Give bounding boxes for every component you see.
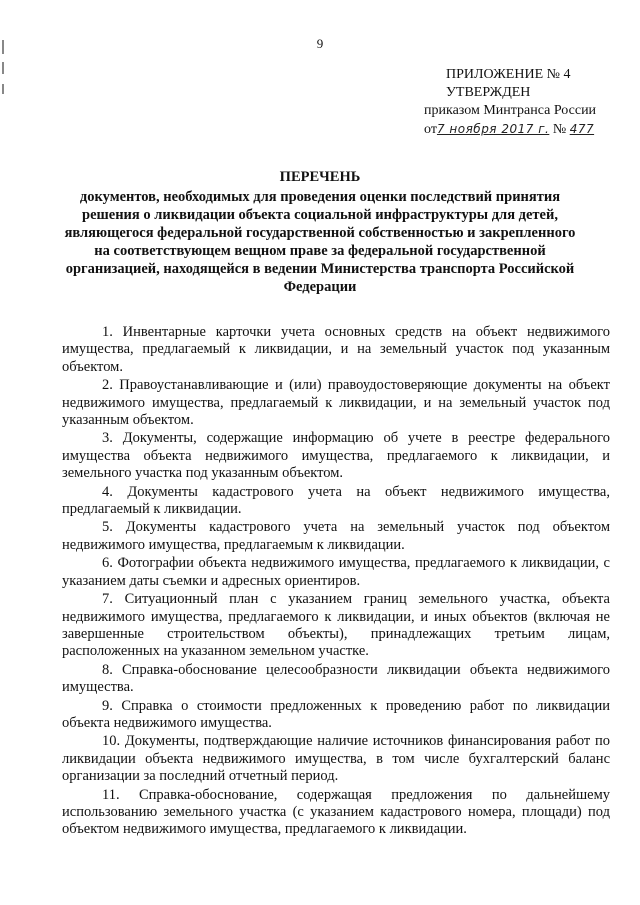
appendix-label: ПРИЛОЖЕНИЕ № 4 xyxy=(446,67,571,82)
list-item: 8. Справка-обоснование целесообразности ликвидации объекта недвижимого имущества. xyxy=(62,661,610,696)
page-number: 9 xyxy=(316,36,324,51)
list-item: 6. Фотографии объекта недвижимого имущества, предлагаемого к ликвидации, с указанием даты съемки и адресных ориентиров. xyxy=(62,555,610,589)
order-date-line xyxy=(418,120,618,139)
list-item: 10. Документы, подтверждающие наличие источников финансирования работ по ликвидации объекта недвижимого имущества, в том числе бухгалтерский баланс организации за последний отчетный период. xyxy=(62,733,610,785)
approval-stamp-block xyxy=(418,66,618,139)
number-prefix: № xyxy=(552,122,567,137)
list-item: 2. Правоустанавливающие и (или) правоудостоверяющие документы на объект недвижимого имущества, предлагаемый к ликвидации, и на земельный участок под указанным объектом. xyxy=(62,377,610,429)
scan-edge-mark xyxy=(2,62,4,74)
date-prefix: от xyxy=(424,122,437,137)
document-title: ПЕРЕЧЕНЬ xyxy=(279,169,361,185)
handwritten-number: 477 xyxy=(569,122,595,136)
order-label: приказом Минтранса России xyxy=(424,103,597,118)
handwritten-date: 7 ноября 2017 г. xyxy=(436,122,550,136)
document-list xyxy=(62,324,610,840)
list-item: 4. Документы кадастрового учета на объект недвижимого имущества, предлагаемый к ликвидации. xyxy=(62,483,610,518)
list-item: 9. Справка о стоимости предложенных к проведению работ по ликвидации объекта недвижимого имущества. xyxy=(62,697,610,731)
list-item: 11. Справка-обоснование, содержащая предложения по дальнейшему использованию земельного участка (с указанием кадастрового номера, площади) под объектом недвижимого имущества, предлагаемого к ликвидации. xyxy=(62,786,610,838)
document-heading xyxy=(60,168,580,296)
list-item: 7. Ситуационный план с указанием границ земельного участка, объекта недвижимого имущества, предлагаемого к ликвидации, и иных объектов (включая не завершенные строительством объекты), принадлежащих третьим лицам, расположенных на указанном земельном участке. xyxy=(62,591,610,660)
list-item: 5. Документы кадастрового учета на земельный участок под объектом недвижимого имущества, предлагаемым к ликвидации. xyxy=(62,519,610,553)
list-item: 1. Инвентарные карточки учета основных средств на объект недвижимого имущества, предлагаемый к ликвидации, и на земельный участок под указанным объектом. xyxy=(62,324,610,375)
approved-label: УТВЕРЖДЕН xyxy=(446,85,531,100)
scan-edge-mark xyxy=(2,84,4,94)
list-item: 3. Документы, содержащие информацию об учете в реестре федерального имущества объекта недвижимого имущества, предлагаемого к ликвидации, и земельного участка под указанным объектом. xyxy=(62,430,610,482)
document-subtitle: документов, необходимых для проведения оценки последствий принятия решения о ликвидации объекта социальной инфраструктуры для детей, являющегося федеральной государственной собственностью и закрепленного на соответствующем вещном праве за федеральной государственной организацией, находящейся в ведении Министерства транспорта Российской Федерации xyxy=(64,189,576,295)
